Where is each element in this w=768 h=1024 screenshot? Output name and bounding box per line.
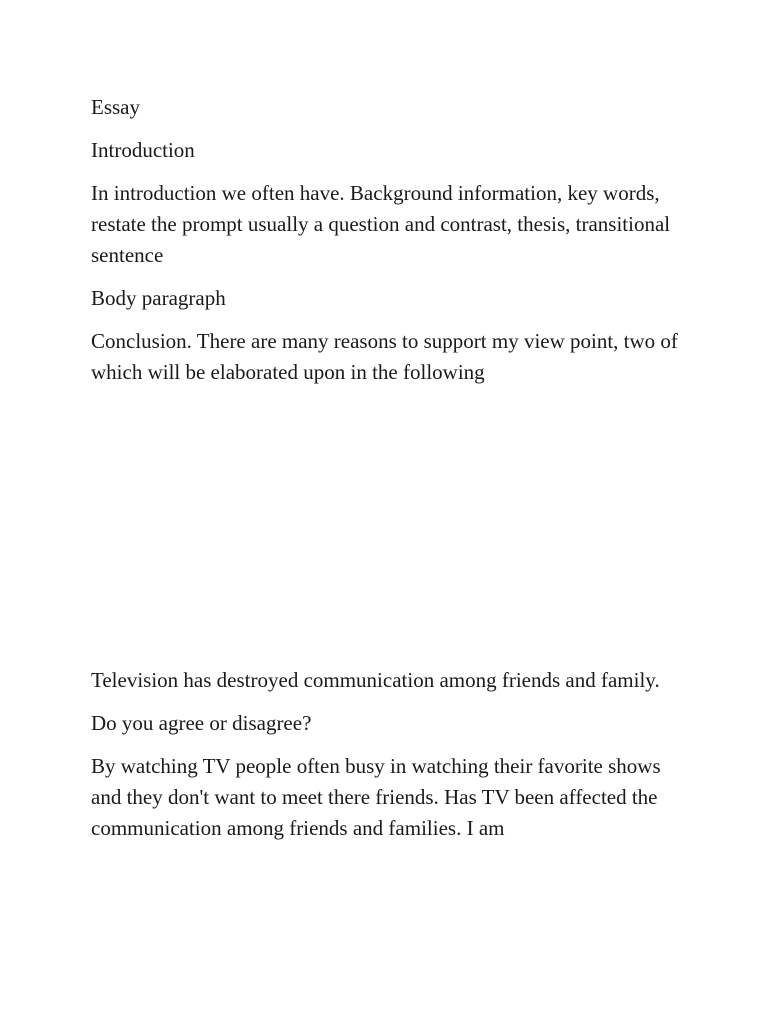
essay-title: Essay (91, 95, 140, 119)
essay-question: Do you agree or disagree? (91, 711, 312, 735)
essay-answer-paragraph: By watching TV people often busy in watching their favorite shows and they don't want to meet there friends. Has TV been affected the communication among friends and families. I am (91, 754, 661, 840)
introduction-paragraph: In introduction we often have. Background information, key words, restate the prompt usually a question and contrast, thesis, transitional sentence (91, 181, 671, 267)
introduction-heading: Introduction (91, 138, 195, 162)
essay-outline-section (91, 92, 691, 400)
conclusion-paragraph: Conclusion. There are many reasons to support my view point, two of which will be elaborated upon in the following (91, 329, 678, 384)
essay-prompt: Television has destroyed communication among friends and family. (91, 668, 660, 692)
essay-draft-section (91, 665, 691, 856)
body-paragraph-heading: Body paragraph (91, 286, 226, 310)
